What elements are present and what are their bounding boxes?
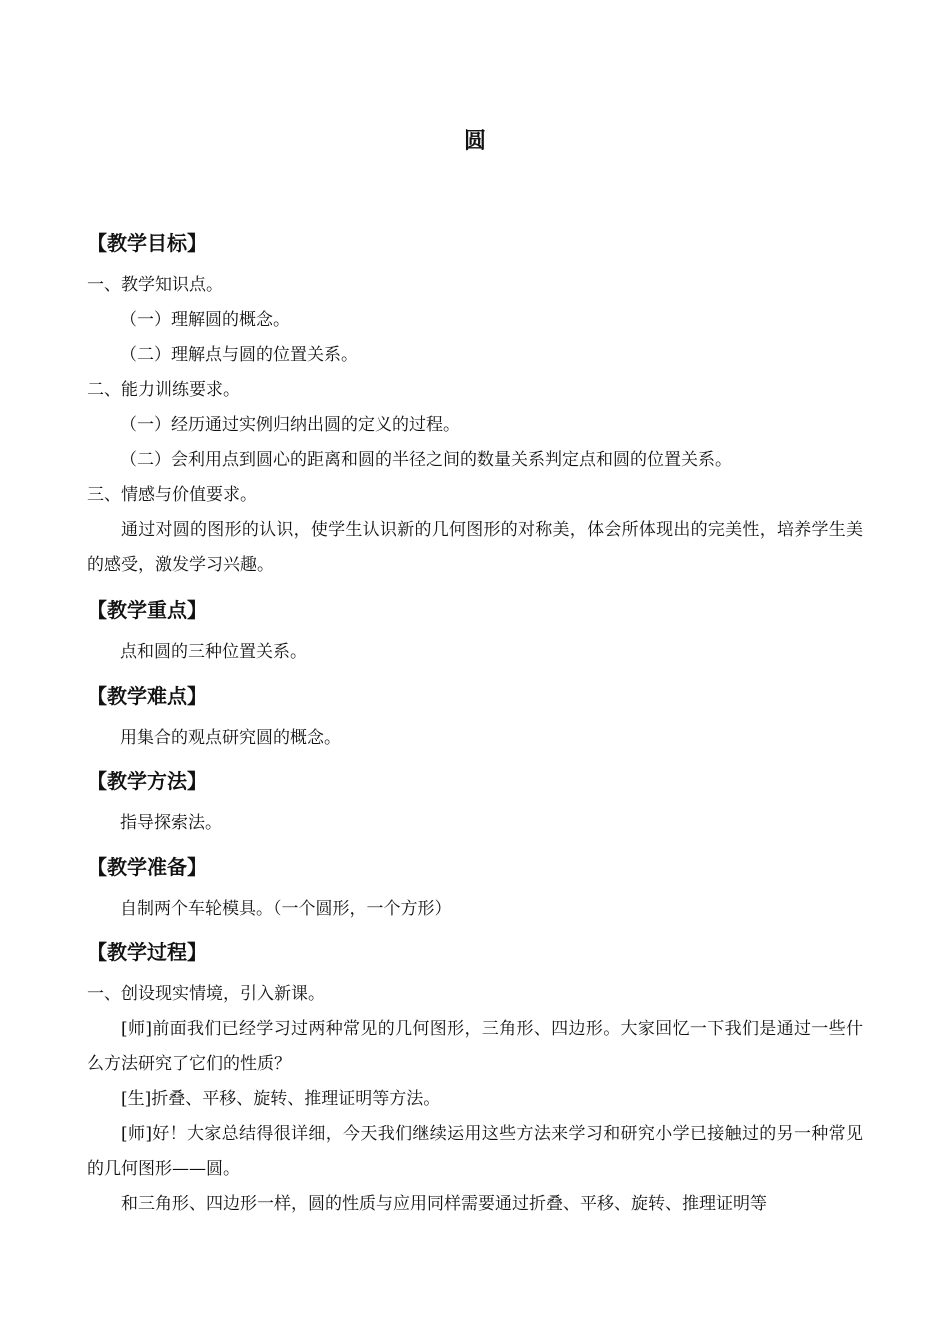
document-title: 圆 — [463, 128, 486, 154]
objective-item-1-sub-2: （二）理解点与圆的位置关系。 — [120, 345, 358, 365]
objective-item-3-text: 通过对圆的图形的认识，使学生认识新的几何图形的对称美，体会所体现出的完美性，培养学生美的感受，激发学习兴趣。 — [87, 520, 863, 575]
process-paragraph-2: [生]折叠、平移、旋转、推理证明等方法。 — [121, 1089, 441, 1109]
methods-text: 指导探索法。 — [120, 813, 222, 833]
process-paragraph-4: 和三角形、四边形一样，圆的性质与应用同样需要通过折叠、平移、旋转、推理证明等 — [121, 1194, 767, 1214]
section-heading-key-points: 【教学重点】 — [87, 598, 207, 622]
process-paragraph-3: [师]好！大家总结得很详细，今天我们继续运用这些方法来学习和研究小学已接触过的另一种常见的几何图形——圆。 — [87, 1124, 863, 1179]
objective-item-3: 三、情感与价值要求。 — [87, 485, 257, 505]
objective-item-1-sub-1: （一）理解圆的概念。 — [120, 310, 290, 330]
objective-item-2-sub-2: （二）会利用点到圆心的距离和圆的半径之间的数量关系判定点和圆的位置关系。 — [120, 450, 732, 470]
objective-item-1: 一、教学知识点。 — [87, 275, 223, 295]
process-step-1: 一、创设现实情境，引入新课。 — [87, 984, 325, 1004]
section-heading-process: 【教学过程】 — [87, 940, 207, 964]
preparation-text: 自制两个车轮模具。（一个圆形，一个方形） — [120, 899, 452, 919]
section-heading-preparation: 【教学准备】 — [87, 855, 207, 879]
objective-item-2: 二、能力训练要求。 — [87, 380, 240, 400]
key-points-text: 点和圆的三种位置关系。 — [120, 642, 307, 662]
objective-item-2-sub-1: （一）经历通过实例归纳出圆的定义的过程。 — [120, 415, 460, 435]
process-paragraph-1: [师]前面我们已经学习过两种常见的几何图形，三角形、四边形。大家回忆一下我们是通过一些什么方法研究了它们的性质？ — [87, 1019, 863, 1074]
difficulties-text: 用集合的观点研究圆的概念。 — [120, 728, 341, 748]
section-heading-methods: 【教学方法】 — [87, 769, 207, 793]
section-heading-objectives: 【教学目标】 — [87, 231, 207, 255]
section-heading-difficulties: 【教学难点】 — [87, 684, 207, 708]
